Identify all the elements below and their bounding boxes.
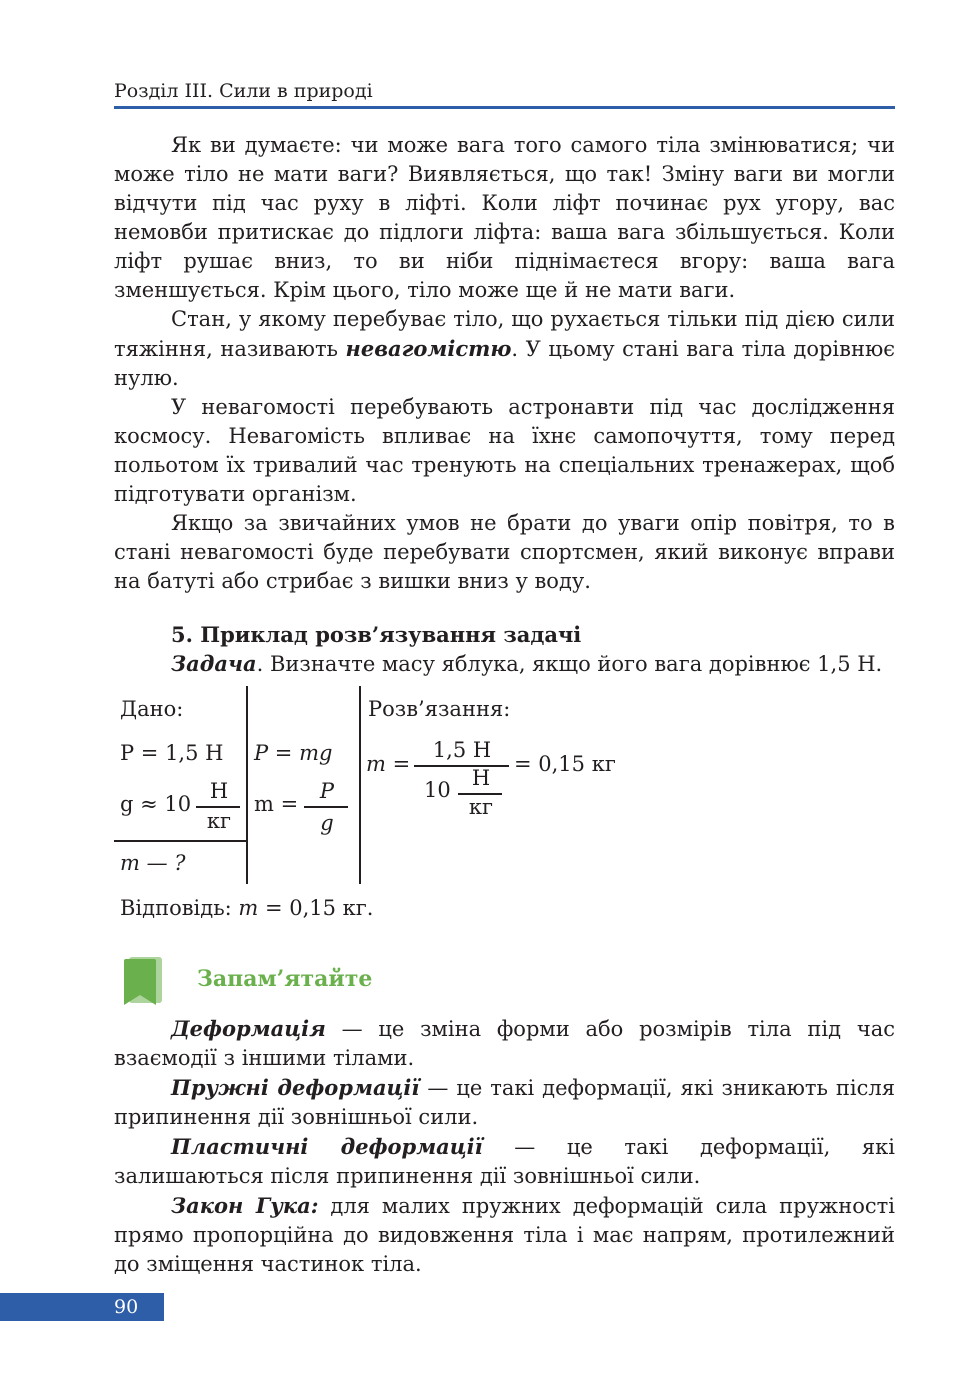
definition-text: — це зміна форми або розмірів тіла під час взаємодії з іншими тілами. (114, 1017, 895, 1070)
formula-mass-prefix: m = (254, 792, 299, 816)
given-g: g ≈ 10 (120, 792, 192, 816)
term-hooke: Закон Гука: (171, 1193, 319, 1218)
term-weightlessness: невагомістю (345, 336, 512, 361)
term-elastic: Пружні деформації (171, 1075, 420, 1100)
formula-weight: P = mg (254, 741, 333, 765)
calc-result: = 0,15 кг (514, 752, 616, 776)
definition-text: для малих пружних деформацій сила пружності прямо пропорційна до видовження тіла і має напрям, протилежний до зміщення частинок тіла. (114, 1194, 895, 1276)
g-unit-bar (196, 806, 240, 808)
calc-prefix: m = (366, 752, 411, 776)
answer (120, 896, 373, 920)
formula-denominator: g (320, 811, 334, 835)
task-text: . Визначте масу яблука, якщо його вага дорівнює 1,5 Н. (256, 652, 883, 676)
remember-title: Запам’ятайте (197, 966, 373, 992)
p2-text-after: . У цьому стані вага тіла дорівнює нулю. (114, 337, 895, 390)
section-heading: 5. Приклад розв’язування задачі (171, 622, 582, 647)
formula-bar (304, 806, 348, 808)
remember-definitions (114, 1014, 895, 1279)
given-divider (114, 840, 248, 842)
definition-plastic (114, 1132, 895, 1191)
section-title: Розділ ІІІ. Сили в природі (114, 80, 373, 102)
p2-text-before: Стан, у якому перебуває тіло, що рухається тільки під дією сили тяжіння, називають (114, 307, 895, 361)
find-value: m — ? (120, 851, 186, 875)
given-label: Дано: (120, 697, 184, 721)
task-statement (171, 651, 882, 676)
column-divider-2 (359, 686, 361, 884)
definition-elastic (114, 1073, 895, 1132)
paragraph-weight-change: Як ви думаєте: чи може вага того самого тіла змінюватися; чи може тіло не мати ваги? Виявляється, що так! Зміну ваги ви могли відчути під час руху в ліфті. Коли ліфт починає рух угору, вас немовби притискає до підлоги ліфта: ваша вага збільшується. Коли ліфт рушає вниз, то ви ніби піднімаєтеся вгору: ваша вага зменшується. Крім цього, тіло може ще й не мати ваги. (114, 133, 895, 302)
paragraph-astronauts: У невагомості перебувають астронавти під час дослідження космосу. Невагомість впливає на їхнє самопочуття, тому перед польотом їх тривалий час тренують на спеціальних тренажерах, щоб підготувати організм. (114, 395, 895, 506)
header-rule (114, 106, 895, 109)
paragraph-weightlessness (114, 305, 895, 393)
definition-hooke (114, 1191, 895, 1279)
solution-label: Розв’язання: (368, 697, 511, 721)
calc-unit-numerator: Н (471, 766, 491, 790)
main-text (114, 131, 895, 596)
paragraph-athlete: Якщо за звичайних умов не брати до уваги опір повітря, то в стані невагомості буде перебувати спортсмен, який виконує вправи на батуті або стрибає з вишки вниз у воду. (114, 511, 895, 593)
column-divider-1 (246, 686, 248, 884)
answer-label: Відповідь: (120, 896, 239, 920)
term-deformation: Деформація (171, 1016, 326, 1041)
term-plastic: Пластичні деформації (171, 1134, 483, 1159)
calc-numerator: 1,5 Н (432, 738, 492, 762)
page-number-bar (0, 1293, 164, 1321)
definition-deformation (114, 1014, 895, 1073)
definition-text: — це такі деформації, які залишаються після припинення дії зовнішньої сили. (114, 1135, 895, 1188)
answer-variable: m (238, 896, 259, 920)
bookmark-icon (122, 957, 164, 1007)
calc-unit-denominator: кг (468, 795, 494, 819)
g-unit-denominator: кг (206, 809, 232, 833)
task-label: Задача (171, 651, 257, 676)
answer-value: = 0,15 кг. (258, 896, 374, 920)
definition-text: — це такі деформації, які зникають після припинення дії зовнішньої сили. (114, 1076, 895, 1129)
calc-denominator-number: 10 (424, 778, 451, 802)
page-number: 90 (114, 1296, 139, 1318)
formula-numerator: P (319, 779, 335, 803)
g-unit-numerator: Н (209, 779, 229, 803)
given-weight: P = 1,5 Н (120, 741, 224, 765)
